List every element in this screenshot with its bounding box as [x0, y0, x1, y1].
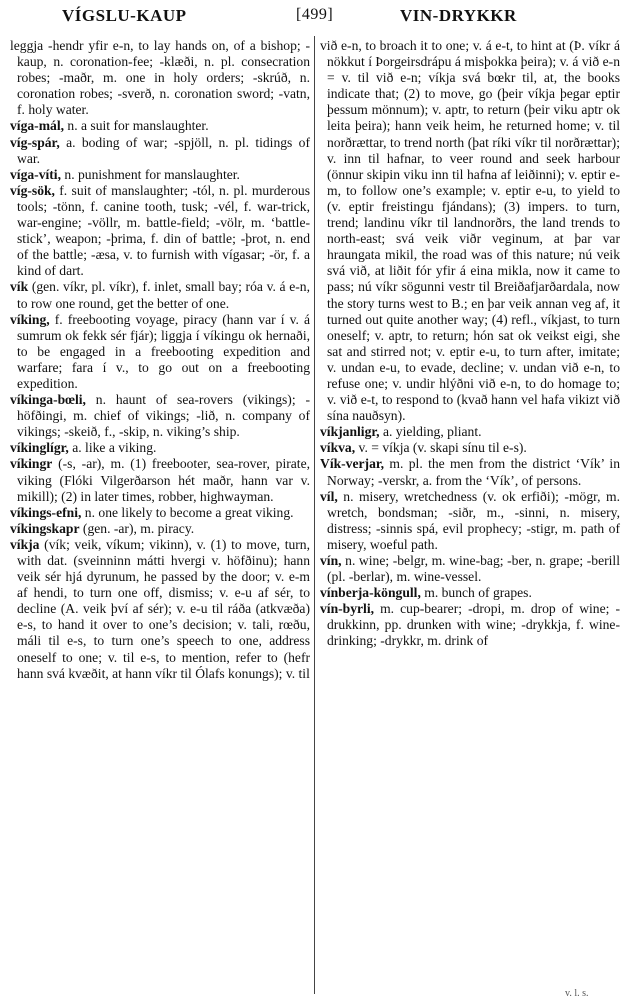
dictionary-entry [10, 135, 310, 167]
entry-text: n. misery, wretchedness (v. ok erfiði); -mögr, m. wretch, bondsman; -siðr, m., -sinni, n. misery, distress; -sinnis spá, evil prophecy; -stigr, m. path of misery, woeful path. [327, 488, 620, 552]
headword: vín-byrli, [320, 601, 375, 617]
entry-text: (gen. víkr, pl. víkr), f. inlet, small bay; róa v. á e-n, to row one round, get the better of one. [17, 279, 310, 311]
headword: víking, [10, 311, 50, 327]
headword: víga-víti, [10, 166, 61, 182]
dictionary-entry [10, 392, 310, 440]
headword: víkja [10, 536, 40, 552]
dictionary-entry [10, 183, 310, 280]
dictionary-entry [10, 279, 310, 311]
headword: víkinglígr, [10, 440, 69, 456]
dictionary-entry [320, 38, 620, 424]
headword: víkva, [320, 440, 356, 456]
headword: vík [10, 279, 29, 295]
entry-text: a. yielding, pliant. [382, 424, 482, 440]
headword: víkingskapr [10, 520, 80, 536]
dictionary-entry [320, 440, 620, 456]
dictionary-entry [10, 118, 310, 134]
headword: víkings-efni, [10, 504, 82, 520]
entry-text: n. a suit for manslaughter. [67, 118, 209, 134]
dictionary-entry [320, 553, 620, 585]
dictionary-entry [10, 521, 310, 537]
right-column [320, 38, 620, 650]
page-number: [499] [296, 6, 334, 23]
headword: víkingr [10, 456, 53, 472]
entry-text: (vík; veik, víkum; vikinn), v. (1) to move, turn, with dat. (sveinninn mátti hvergi v. höfðinu); hann veik sér hjá dyrunum, he passed by the door; v. e-m af hendi, to turn one off, dismiss; v. e-u af sér, to decline (A. veik því af sér); v. e-u til ráða (atkvæða) e-s, to hand it over to one’s decision; v. tali, rœðu, máli til e-s, to turn one’s speech to one, address oneself to one; v. til e-s, to mention, refer to (hefr hann svá kvæðit, at hann víkr til Ólafs konungs); v. til [17, 536, 310, 681]
entry-text: leggja -hendr yfir e-n, to lay hands on, of a bishop; -kaup, n. coronation-fee; -klæði, n. pl. consecration robes; -maðr, m. one in holy orders; -skrúð, n. coronation robes; -sverð, n. coronation sword; -vatn, f. holy water. [10, 38, 310, 118]
dictionary-entry [10, 38, 310, 118]
entry-text: n. one likely to become a great viking. [84, 504, 294, 520]
headword: vínberja-köngull, [320, 585, 421, 601]
dictionary-entry [320, 601, 620, 649]
entry-text: n. wine; -belgr, m. wine-bag; -ber, n. grape; -berill (pl. -berlar), m. wine-vessel. [327, 553, 620, 585]
entry-text: a. boding of war; -spjöll, n. pl. tidings of war. [17, 134, 310, 166]
headword: Vík-verjar, [320, 456, 385, 472]
dictionary-entry [320, 456, 620, 488]
right-guide-word: VIN-DRYKKR [400, 6, 517, 25]
headword: víkjanligr, [320, 424, 380, 440]
footer-mark: v. l. s. [565, 988, 589, 999]
entry-text: f. freebooting voyage, piracy (hann var í v. á sumrum ok fekk sér fjár); liggja í víkingu ok hernaði, to be engaged in a freebooting expedition and warfare; fara í v., to go out on a freebooting expedition. [17, 311, 310, 391]
column-divider [314, 36, 315, 994]
headword: víl, [320, 488, 338, 504]
dictionary-entry [10, 440, 310, 456]
dictionary-entry [10, 505, 310, 521]
headword: víg-sök, [10, 182, 55, 198]
dictionary-entry [10, 167, 310, 183]
entry-text: m. cup-bearer; -dropi, m. drop of wine; -drukkinn, pp. drunken with wine; -drykkja, f. wine-drinking; -drykkr, m. drink of [327, 601, 620, 649]
entry-text: (gen. -ar), m. piracy. [82, 520, 195, 536]
dictionary-entry [320, 585, 620, 601]
headword: víg-spár, [10, 134, 60, 150]
entry-text: við e-n, to broach it to one; v. á e-t, to hint at (Þ. víkr á nökkut í Þorgeirsdrápu á misþokka þeira); v. á við e-n = v. til við e-n; víkja svá bœkr til, at, the books indicate that; (2) to move, go (þeir víkja þegar eptir þessum mönnum); v. aptr, to return (þeir viku aptr ok leita þeira); hann veik heim, he returned home; v. til norðrættar, to trend north (þat ríki víkr til norðrættar); v. inn til hafnar, to veer round and seek harbour (önnur skipin viku inn til hafna af leiðinni); v. eptir e-m, to follow one’s example; v. eptir e-u, to yield to (v. eptir freistingu fjándans); (3) impers. to turn, trend; landinu víkr til landnorðrs, the land trends to north-east; svá veik viðr veginum, at þar var hraungata mikil, the road was of this nature; nú veik svá við, at liðit fór yfir á eina mikla, now it came to pass; nú víkr sögunni vestr til Breiðafjarðardala, now the story turns west to B.; en þar veik annan veg af, it turned out quite another way; (4) refl., víkjast, to turn oneself; v. aptr, to return; hón sat ok veikst eigi, she sat and stirred not; v. eptir e-u, to turn after, imitate; v. undan e-u, to evade, decline; v. undan við e-n, to refuse one; v. undir hlýðni við e-n, to do homage to; v. við e-t, to respond to (kvað hann vel hafa vikizt við sína nauðsyn). [320, 38, 620, 424]
entry-text: m. pl. the men from the district ‘Vík’ in Norway; -verskr, a. from the ‘Vík’, of persons. [327, 456, 620, 488]
dictionary-entry [320, 489, 620, 553]
left-column [10, 38, 310, 682]
entry-text: a. like a viking. [72, 440, 157, 456]
headword: víkinga-bœli, [10, 392, 86, 408]
dictionary-entry [10, 456, 310, 504]
entry-text: v. = víkja (v. skapi sínu til e-s). [358, 440, 527, 456]
entry-text: n. haunt of sea-rovers (vikings); -höfðingi, m. chief of vikings; -lið, n. company of vikings; -skeið, f., -skip, n. viking’s ship. [17, 392, 310, 440]
entry-text: f. suit of manslaughter; -tól, n. pl. murderous tools; -tönn, f. canine tooth, tusk; -vél, f. war-trick, war-engine; -völlr, m. battle-field; -völr, m. ‘battle-stick’, weapon; -þrima, f. din of battle; -þrot, n. end of the battle; -æsa, v. to furnish with vígasar; -ör, f. a kind of dart. [17, 182, 310, 279]
dictionary-entry [10, 537, 310, 682]
headword: vín, [320, 553, 342, 568]
dictionary-entry [320, 424, 620, 440]
entry-text: m. bunch of grapes. [424, 585, 532, 601]
entry-text: n. punishment for manslaughter. [64, 166, 240, 182]
left-guide-word: VÍGSLU-KAUP [62, 6, 187, 25]
dictionary-entry [10, 312, 310, 392]
entry-text: (-s, -ar), m. (1) freebooter, sea-rover, pirate, viking (Flóki Vilgerðarson hét maðr, hann var v. mikill); (2) in later times, robber, highwayman. [17, 456, 310, 504]
headword: víga-mál, [10, 118, 64, 134]
page-header [0, 6, 625, 28]
